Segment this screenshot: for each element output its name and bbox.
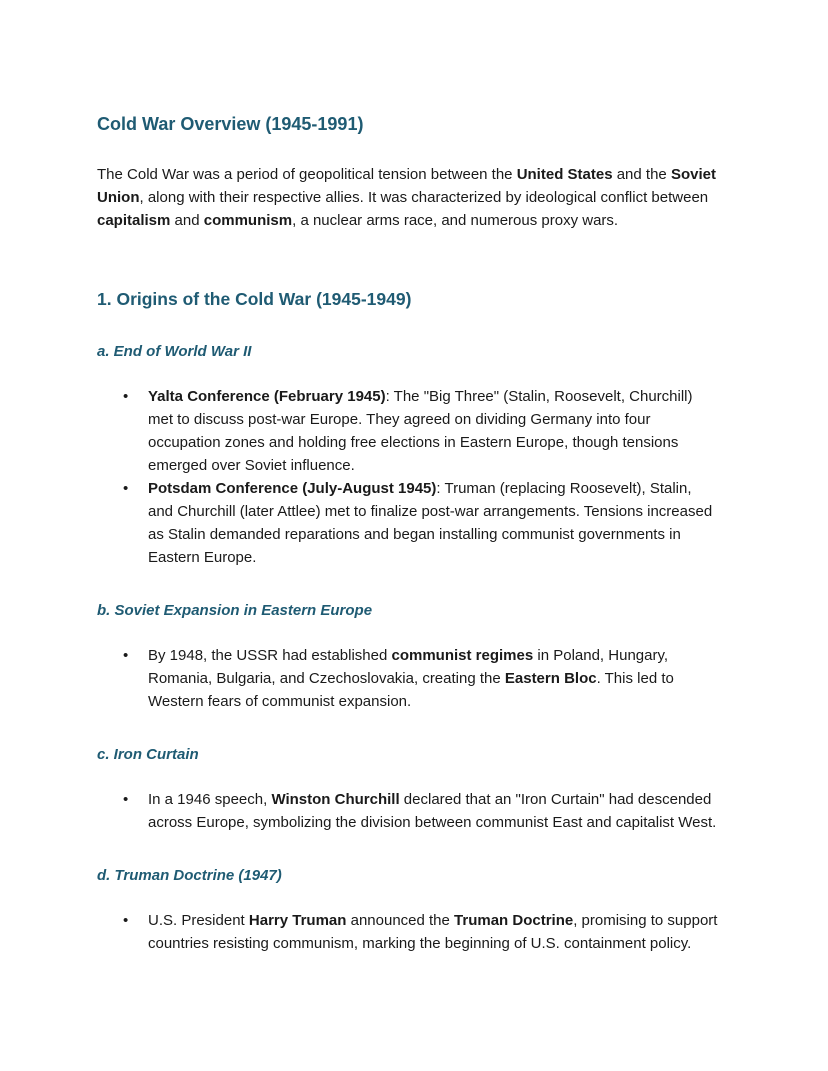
subsection-heading-end-of-wwii: a. End of World War II (97, 342, 252, 360)
subsection-heading-truman-doctrine: d. Truman Doctrine (1947) (97, 866, 282, 884)
subsection-heading-iron-curtain: c. Iron Curtain (97, 745, 199, 763)
list-item-potsdam-conference: • Potsdam Conference (July-August 1945): Truman (replacing Roosevelt), Stalin, and Churchill (later Attlee) met to finalize post-war arrangements. Tensions increased as Stalin demanded reparations and began installing communist governments in Eastern Europe. (97, 477, 719, 569)
bullet-list-soviet-expansion (97, 644, 719, 713)
list-item-yalta-conference: • Yalta Conference (February 1945): The "Big Three" (Stalin, Roosevelt, Churchill) met to discuss post-war Europe. They agreed on dividing Germany into four occupation zones and holding free elections in Eastern Europe, though tensions emerged over Soviet influence. (97, 385, 719, 477)
bullet-list-truman-doctrine (97, 909, 719, 955)
doc-title: Cold War Overview (1945-1991) (97, 114, 364, 134)
list-item-iron-curtain-speech: • In a 1946 speech, Winston Churchill declared that an "Iron Curtain" had descended across Europe, symbolizing the division between communist East and capitalist West. (97, 788, 719, 834)
bullet-list-end-of-wwii (97, 385, 719, 569)
list-item-communist-regimes: • By 1948, the USSR had established communist regimes in Poland, Hungary, Romania, Bulgaria, and Czechoslovakia, creating the Eastern Bloc. This led to Western fears of communist expansion. (97, 644, 719, 713)
subsection-heading-soviet-expansion: b. Soviet Expansion in Eastern Europe (97, 601, 373, 619)
list-item-truman-doctrine: • U.S. President Harry Truman announced the Truman Doctrine, promising to support countries resisting communism, marking the beginning of U.S. containment policy. (97, 909, 719, 955)
section-heading-origins: 1. Origins of the Cold War (1945-1949) (97, 288, 412, 309)
intro-paragraph: The Cold War was a period of geopolitical tension between the United States and the Soviet Union, along with their respective allies. It was characterized by ideological conflict between capitalism and communism, a nuclear arms race, and numerous proxy wars. (97, 165, 716, 229)
bullet-list-iron-curtain (97, 788, 719, 834)
